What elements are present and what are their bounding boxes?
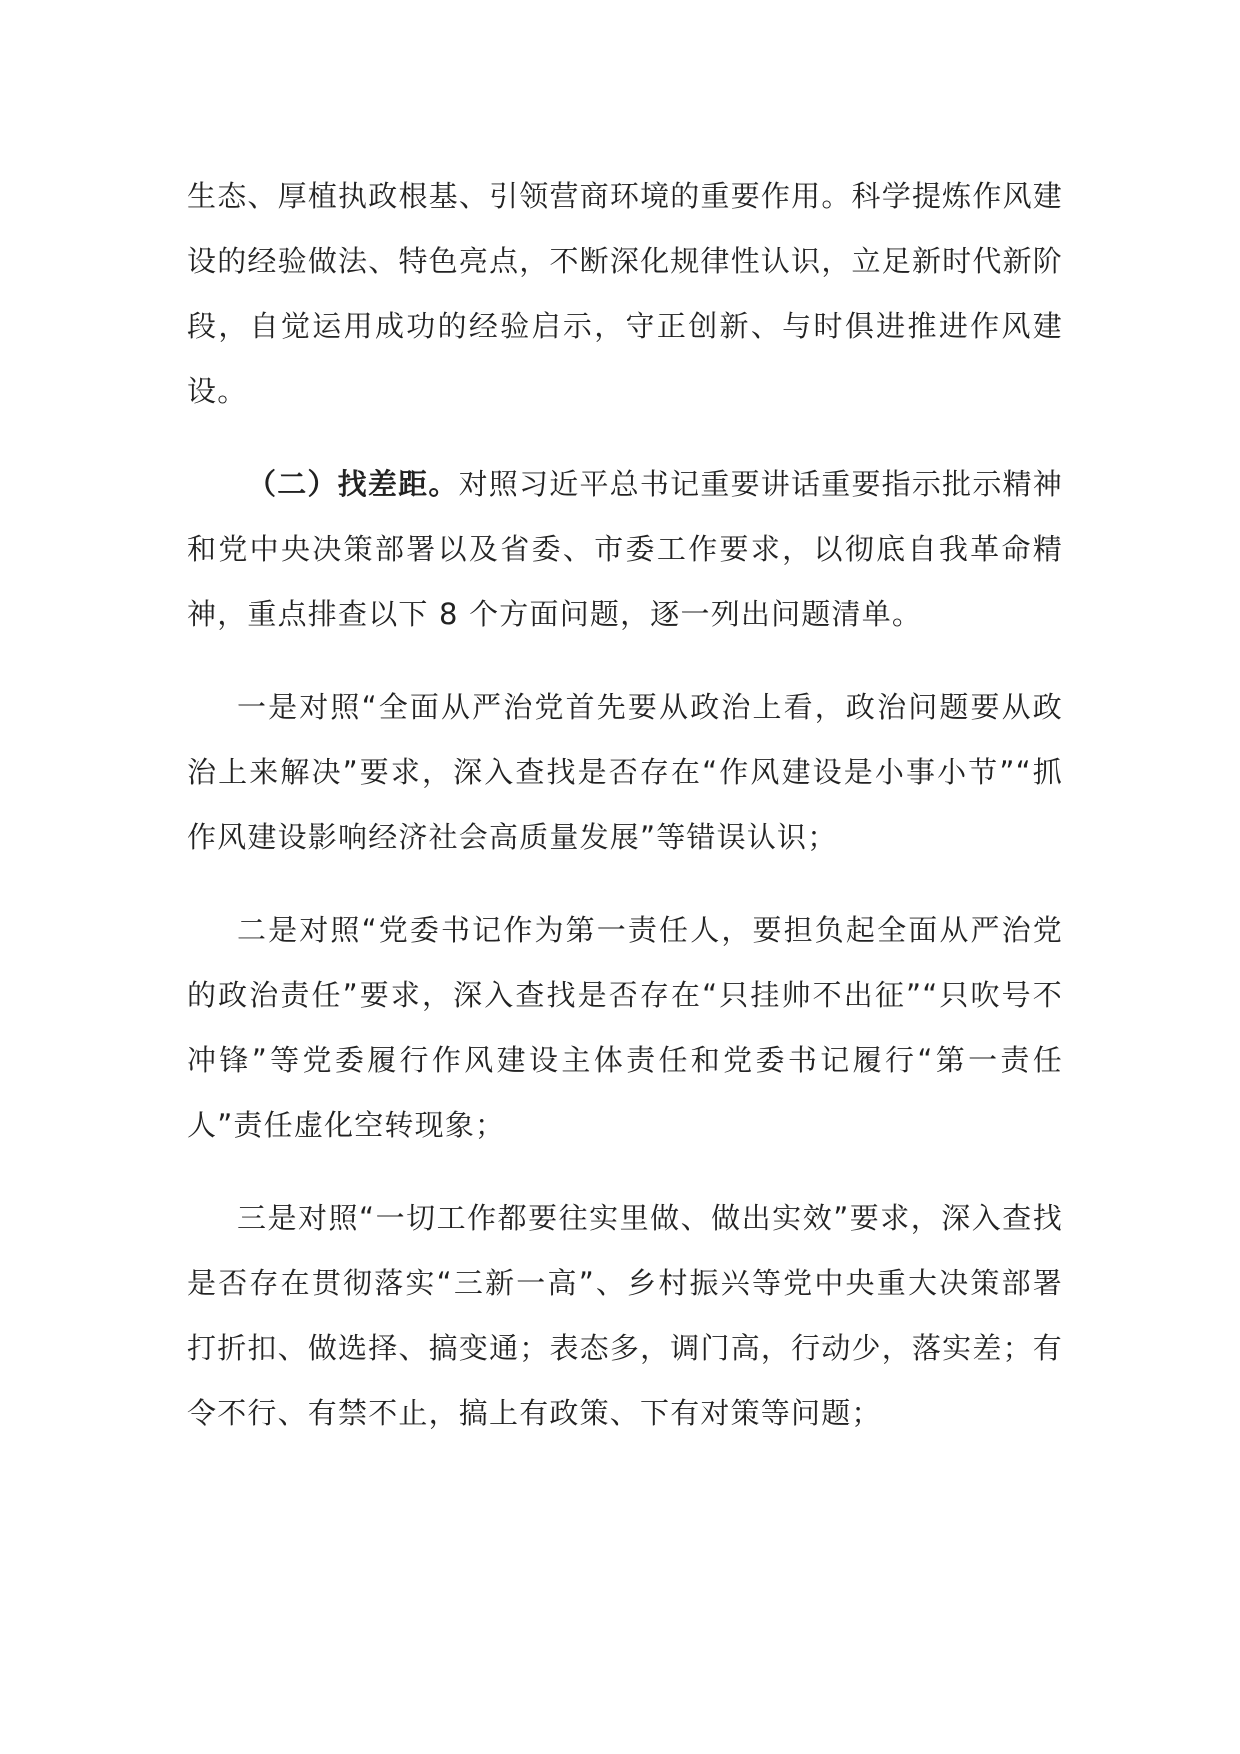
paragraph-5 xyxy=(187,1186,1063,1446)
paragraph-text: 二是对照“党委书记作为第一责任人，要担负起全面从严治党的政治责任”要求，深入查找是否存在“只挂帅不出征”“只吹号不冲锋”等党委履行作风建设主体责任和党委书记履行“第一责任人”责任虚化空转现象； xyxy=(187,913,1063,1142)
paragraph-1 xyxy=(187,164,1063,424)
paragraph-text: 对照习近平总书记重要讲话重要指示批示精神和党中央决策部署以及省委、市委工作要求，以彻底自我革命精神，重点排查以下 8 个方面问题，逐一列出问题清单。 xyxy=(187,467,1063,631)
paragraph-text: 一是对照“全面从严治党首先要从政治上看，政治问题要从政治上来解决”要求，深入查找是否存在“作风建设是小事小节”“抓作风建设影响经济社会高质量发展”等错误认识； xyxy=(187,690,1063,854)
paragraph-2 xyxy=(187,452,1063,647)
paragraph-4 xyxy=(187,898,1063,1158)
section-heading: （二）找差距。 xyxy=(247,467,459,501)
paragraph-3 xyxy=(187,675,1063,870)
document-body xyxy=(187,164,1063,1474)
paragraph-text: 生态、厚植执政根基、引领营商环境的重要作用。科学提炼作风建设的经验做法、特色亮点，不断深化规律性认识，立足新时代新阶段，自觉运用成功的经验启示，守正创新、与时俱进推进作风建设。 xyxy=(187,179,1063,408)
paragraph-text: 三是对照“一切工作都要往实里做、做出实效”要求，深入查找是否存在贯彻落实“三新一高”、乡村振兴等党中央重大决策部署打折扣、做选择、搞变通；表态多，调门高，行动少，落实差；有令不行、有禁不止，搞上有政策、下有对策等问题； xyxy=(187,1201,1063,1430)
